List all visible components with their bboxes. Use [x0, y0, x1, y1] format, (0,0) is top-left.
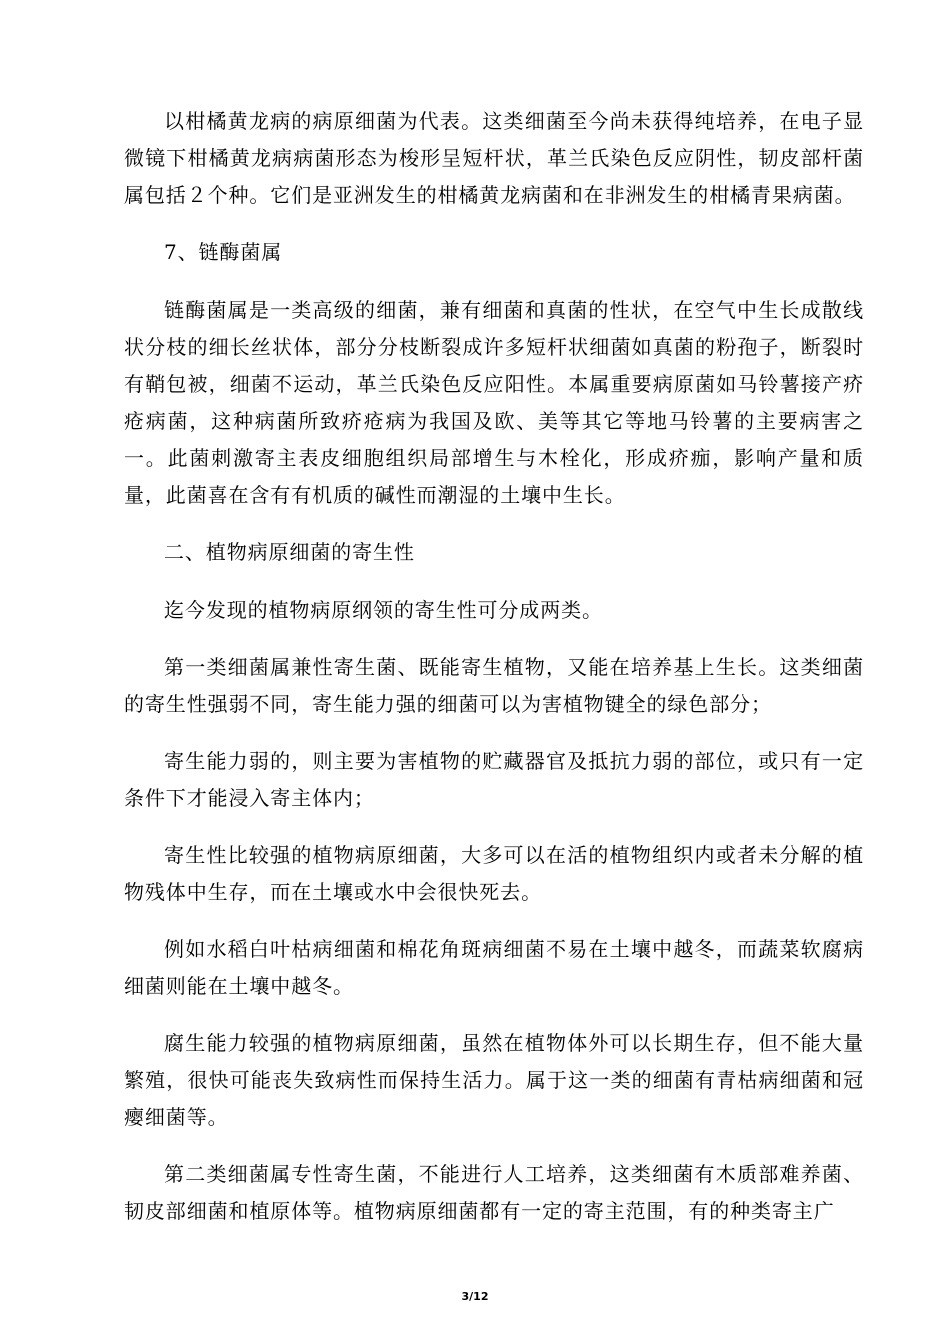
page-body: [124, 103, 864, 1250]
paragraph-overwintering-example: 例如水稻白叶枯病细菌和棉花角斑病细菌不易在土壤中越冬，而蔬菜软腐病细菌则能在土壤中越冬。: [124, 937, 864, 998]
paragraph-saprophytic-ability: 腐生能力较强的植物病原细菌，虽然在植物体外可以长期生存，但不能大量繁殖，很快可能丧失致病性而保持生活力。属于这一类的细菌有青枯病细菌和冠瘿细菌等。: [124, 1031, 864, 1129]
paragraph-strong-parasites: 寄生性比较强的植物病原细菌，大多可以在活的植物组织内或者未分解的植物残体中生存，而在土壤或水中会很快死去。: [124, 843, 864, 904]
paragraph-facultative-parasites: 第一类细菌属兼性寄生菌、既能寄生植物，又能在培养基上生长。这类细菌的寄生性强弱不同，寄生能力强的细菌可以为害植物键全的绿色部分；: [124, 655, 864, 716]
paragraph-huanglongbing: 以柑橘黄龙病的病原细菌为代表。这类细菌至今尚未获得纯培养，在电子显微镜下柑橘黄龙病病菌形态为梭形呈短杆状，革兰氏染色反应阴性，韧皮部杆菌属包括２个种。它们是亚洲发生的柑橘黄龙病菌和在非洲发生的柑橘青果病菌。: [124, 109, 864, 207]
paragraph-parasitism-intro: 迄今发现的植物病原纲领的寄生性可分成两类。: [164, 598, 603, 622]
paragraph-obligate-parasites: 第二类细菌属专性寄生菌，不能进行人工培养，这类细菌有木质部难养菌、韧皮部细菌和植原体等。植物病原细菌都有一定的寄主范围，有的种类寄主广: [124, 1162, 864, 1223]
paragraph-weak-parasites: 寄生能力弱的，则主要为害植物的贮藏器官及抵抗力弱的部位，或只有一定条件下才能浸入寄主体内；: [124, 749, 864, 810]
section-heading-streptomyces: 7、链酶菌属: [164, 240, 283, 264]
paragraph-streptomyces: 链酶菌属是一类高级的细菌，兼有细菌和真菌的性状，在空气中生长成散线状分枝的细长丝状体，部分分枝断裂成许多短杆状细菌如真菌的粉孢子，断裂时有鞘包被，细菌不运动，革兰氏染色反应阳性。本属重要病原菌如马铃薯接产疥疮病菌，这种病菌所致疥疮病为我国及欧、美等其它等地马铃薯的主要病害之一。此菌刺激寄主表皮细胞组织局部增生与木栓化，形成疥痂，影响产量和质量，此菌喜在含有有机质的碱性而潮湿的土壤中生长。: [124, 298, 864, 507]
section-heading-parasitism: 二、植物病原细菌的寄生性: [164, 540, 415, 564]
page-number: 3/12: [461, 1290, 489, 1303]
